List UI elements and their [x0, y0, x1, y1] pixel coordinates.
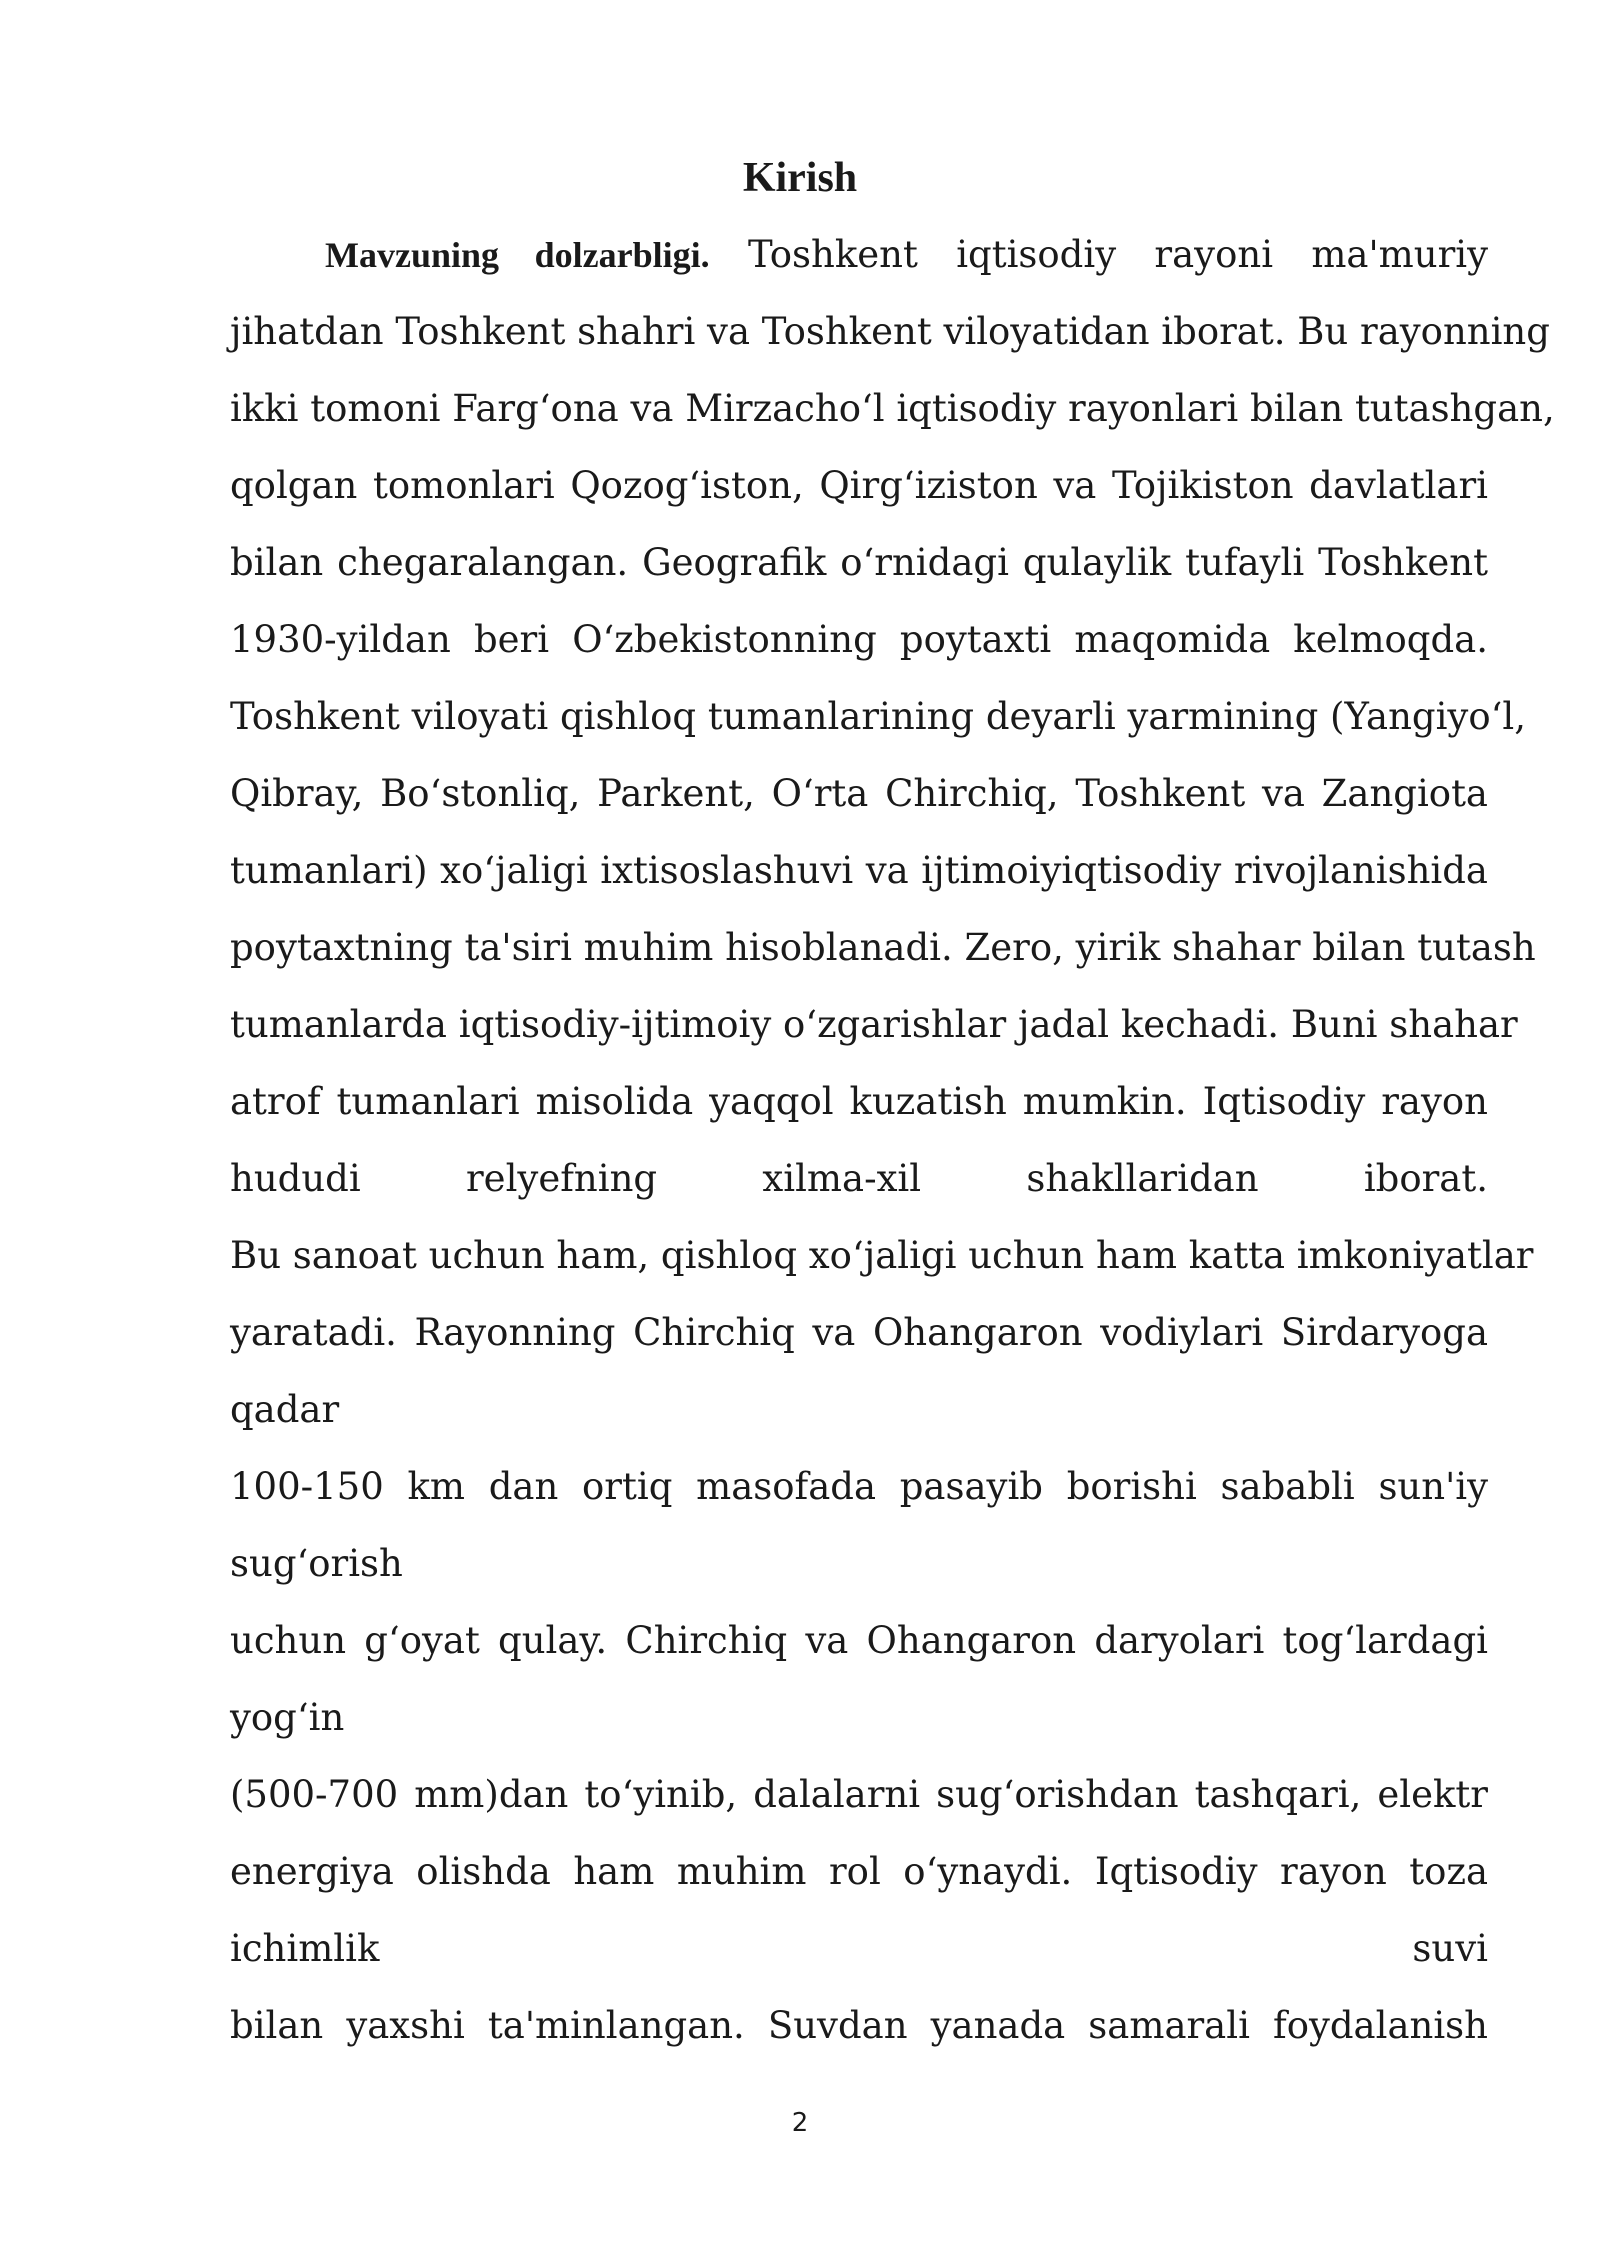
body-text: [230, 227, 1555, 2075]
text-line-20: yog‘in: [230, 1696, 345, 1739]
text-line-7: Toshkent viloyati qishloq tumanlarining deyarli yarmining (Yangiyo‘l,: [230, 695, 1526, 738]
text-line-14: Bu sanoat uchun ham, qishloq xo‘jaligi uchun ham katta imkoniyatlar: [230, 1234, 1534, 1277]
text-line-22: energiya olishda ham muhim rol o‘ynaydi. Iqtisodiy rayon toza: [230, 1850, 1488, 1893]
text-line-15: yaratadi. Rayonning Chirchiq va Ohangaron vodiylari Sirdaryoga: [230, 1311, 1488, 1354]
text-line-19: uchun g‘oyat qulay. Chirchiq va Ohangaron daryolari tog‘lardagi: [230, 1619, 1488, 1662]
text-line-8: Qibray, Bo‘stonliq, Parkent, O‘rta Chirchiq, Toshkent va Zangiota: [230, 772, 1488, 815]
lead-heading: Mavzuning dolzarbligi.: [325, 235, 710, 275]
text-line-5: bilan chegaralangan. Geografik o‘rnidagi qulaylik tufayli Toshkent: [230, 541, 1488, 584]
text-line-16: qadar: [230, 1388, 340, 1431]
text-line-9: tumanlari) xo‘jaligi ixtisoslashuvi va ijtimoiyiqtisodiy rivojlanishida: [230, 849, 1488, 892]
text-line-10: poytaxtning ta'siri muhim hisoblanadi. Zero, yirik shahar bilan tutash: [230, 926, 1536, 969]
text-line-4: qolgan tomonlari Qozog‘iston, Qirg‘iziston va Tojikiston davlatlari: [230, 464, 1488, 507]
text-line-1: [230, 227, 1488, 304]
page-title: Kirish: [742, 155, 858, 201]
text-line-3: ikki tomoni Farg‘ona va Mirzacho‘l iqtisodiy rayonlari bilan tutashgan,: [230, 387, 1555, 430]
text-line-18: sug‘orish: [230, 1542, 403, 1585]
text-line-11: tumanlarda iqtisodiy-ijtimoiy o‘zgarishlar jadal kechadi. Buni shahar: [230, 1003, 1518, 1046]
text-line-17: 100-150 km dan ortiq masofada pasayib borishi sababli sun'iy: [230, 1465, 1488, 1508]
text-line-23: ichimlik suvi: [230, 1927, 1488, 1970]
text-line-2: jihatdan Toshkent shahri va Toshkent viloyatidan iborat. Bu rayonning: [230, 310, 1550, 353]
text-line-12: atrof tumanlari misolida yaqqol kuzatish mumkin. Iqtisodiy rayon: [230, 1080, 1488, 1123]
text-line-24: bilan yaxshi ta'minlangan. Suvdan yanada samarali foydalanish: [230, 2004, 1488, 2047]
page-number: 2: [791, 2108, 809, 2138]
text-line-1-content: Toshkent iqtisodiy rayoni ma'muriy: [747, 233, 1489, 276]
text-line-6: 1930-yildan beri O‘zbekistonning poytaxti maqomida kelmoqda.: [230, 618, 1488, 661]
text-line-13: hududi relyefning xilma-xil shakllaridan iborat.: [230, 1157, 1488, 1200]
text-line-21: (500-700 mm)dan to‘yinib, dalalarni sug‘orishdan tashqari, elektr: [230, 1773, 1488, 1816]
